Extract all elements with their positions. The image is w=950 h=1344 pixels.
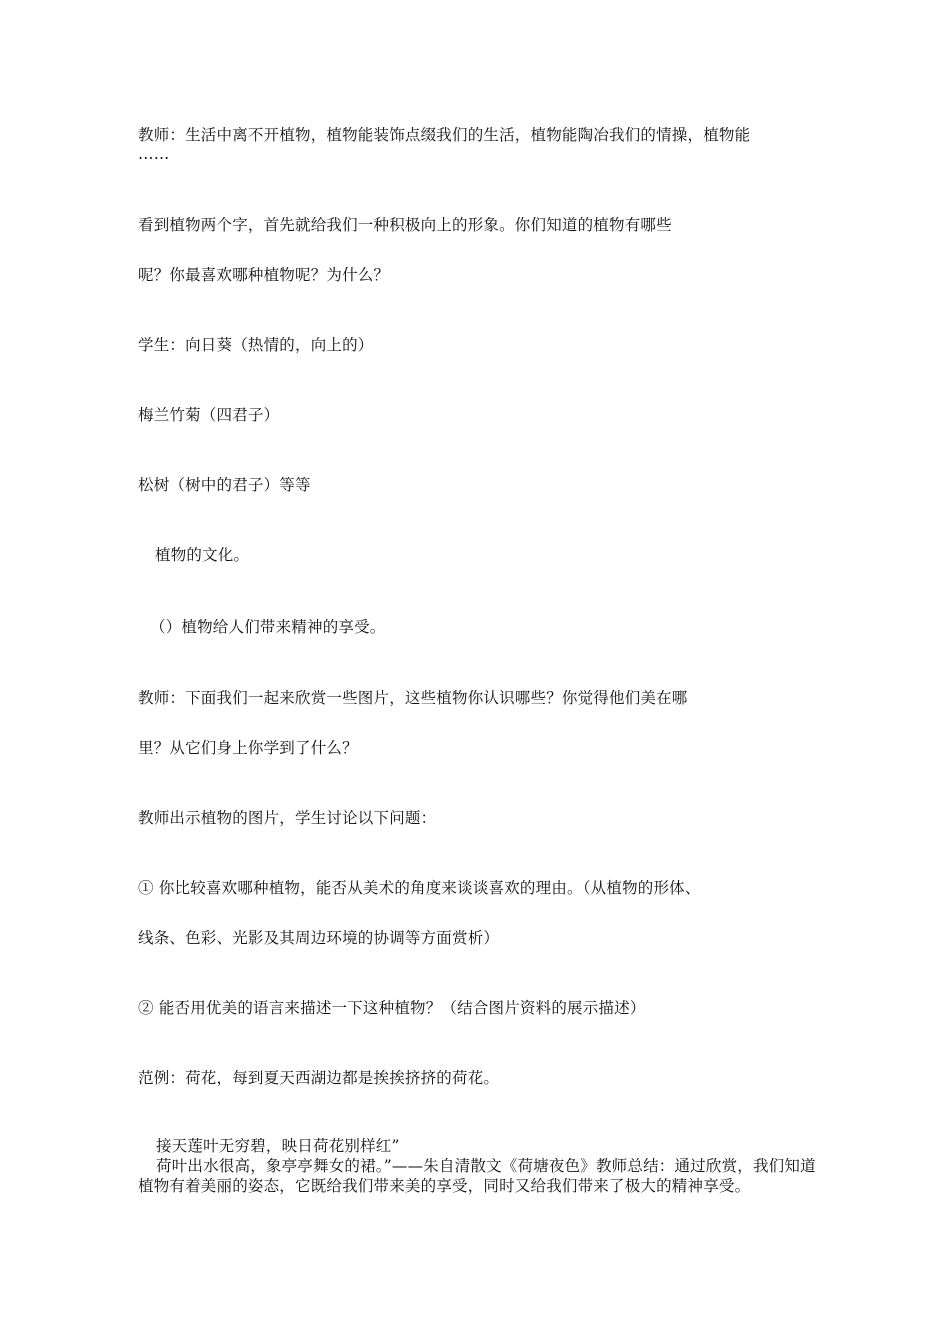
- paragraph-line: 呢？你最喜欢哪种植物呢？为什么？: [138, 266, 390, 284]
- paragraph-line: 梅兰竹菊（四君子）: [138, 406, 280, 424]
- section-heading: 植物的文化。: [155, 546, 250, 564]
- list-item: ② 能否用优美的语言来描述一下这种植物？（结合图片资料的展示描述）: [138, 999, 646, 1017]
- list-item: ① 你比较喜欢哪种植物，能否从美术的角度来谈谈喜欢的理由。（从植物的形体、: [138, 879, 701, 897]
- paragraph-line: 教师：下面我们一起来欣赏一些图片，这些植物你认识哪些？你觉得他们美在哪: [138, 689, 688, 707]
- ellipsis-line: ……: [138, 145, 170, 163]
- summary-paragraph: 荷叶出水很高，象亭亭舞女的裙。”——朱自清散文《荷塘夜色》教师总结：通过欣赏，我们知道植物有着美丽的姿态，它既给我们带来美的享受，同时又给我们带来了极大的精神享受。: [138, 1157, 816, 1195]
- paragraph-line: 里？从它们身上你学到了什么？: [138, 739, 358, 757]
- quote-line: 接天莲叶无穷碧，映日荷花别样红”: [156, 1137, 400, 1155]
- list-item-continuation: 线条、色彩、光影及其周边环境的协调等方面赏析）: [138, 929, 500, 947]
- paragraph-line: 教师：生活中离不开植物，植物能装饰点缀我们的生活，植物能陶冶我们的情操，植物能: [138, 126, 751, 144]
- paragraph-line: 学生：向日葵（热情的，向上的）: [138, 336, 374, 354]
- paragraph-line: 看到植物两个字，首先就给我们一种积极向上的形象。你们知道的植物有哪些: [138, 216, 672, 234]
- paragraph-line: 教师出示植物的图片，学生讨论以下问题：: [138, 809, 437, 827]
- paragraph-line: 范例：荷花，每到夏天西湖边都是挨挨挤挤的荷花。: [138, 1069, 500, 1087]
- section-heading: （）植物给人们带来精神的享受。: [150, 618, 386, 636]
- paragraph-line: 松树（树中的君子）等等: [138, 476, 311, 494]
- quote-block: [138, 1136, 818, 1196]
